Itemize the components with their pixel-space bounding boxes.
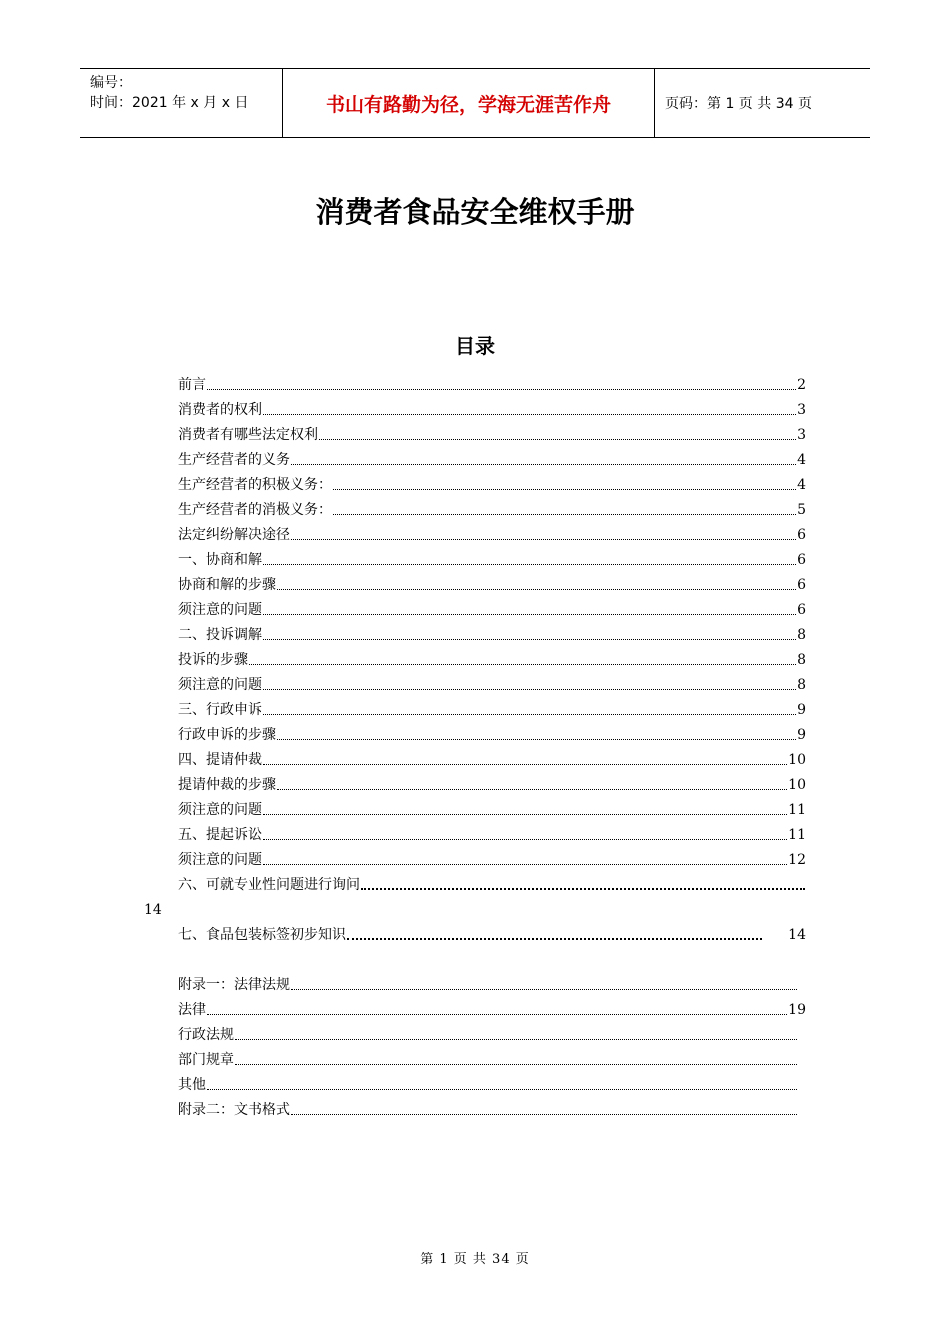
toc-heading: 目录 [455,334,495,358]
toc-entry[interactable] [178,1070,806,1095]
toc-leader [263,809,787,815]
toc-leader [263,559,796,565]
toc-leader [263,684,796,690]
toc-entry[interactable] [178,870,806,895]
document-header [80,68,870,138]
toc-entry[interactable] [178,1095,806,1120]
page-footer: 第 1 页 共 34 页 [420,1252,530,1267]
toc-leader [263,759,787,765]
toc-entry-page: 9 [797,702,806,718]
toc-entry-page: 9 [797,727,806,743]
toc-entry[interactable] [178,820,806,845]
toc-entry-page: 6 [797,527,806,543]
toc-leader [235,1034,797,1040]
toc-entry[interactable] [178,970,806,995]
toc-entry-page: 11 [788,802,806,818]
toc-leader [291,534,796,540]
toc-wrap-line [144,895,806,920]
toc-leader [263,859,787,865]
toc-entry[interactable] [178,745,806,770]
toc-spacer [178,945,806,970]
toc-entry[interactable] [178,920,806,945]
toc-entry-title: 生产经营者的积极义务： [178,477,332,493]
toc-entry-title: 四、提请仲裁 [178,752,262,768]
toc-entry[interactable] [178,595,806,620]
toc-leader [291,1109,797,1115]
toc-entry[interactable] [178,445,806,470]
toc-entry[interactable] [178,420,806,445]
toc-entry[interactable] [178,770,806,795]
toc-entry[interactable] [178,495,806,520]
toc-entry-page: 8 [797,627,806,643]
toc-leader [207,1009,787,1015]
toc-entry-page: 3 [797,427,806,443]
toc-entry[interactable] [178,1045,806,1070]
toc-entry[interactable] [178,1020,806,1045]
document-title: 消费者食品安全维权手册 [315,195,635,229]
toc-entry-title: 消费者有哪些法定权利 [178,427,318,443]
toc-entry-title: 行政申诉的步骤 [178,727,276,743]
toc-entry-title: 须注意的问题 [178,802,262,818]
toc-entry[interactable] [178,995,806,1020]
toc-entry-title: 法律 [178,1002,206,1018]
toc-entry-title: 投诉的步骤 [178,652,248,668]
toc-entry-title: 其他 [178,1077,206,1093]
toc-entry[interactable] [178,645,806,670]
toc-entry-title: 附录一：法律法规 [178,977,290,993]
toc-entry-page: 12 [788,852,806,868]
document-number-label: 编号： [90,75,132,91]
toc-entry-page: 8 [797,677,806,693]
toc-leader [319,434,796,440]
toc-entry-page: 4 [797,477,806,493]
toc-entry[interactable] [178,520,806,545]
toc-entry-title: 须注意的问题 [178,677,262,693]
toc-entry[interactable] [178,470,806,495]
toc-entry-title: 五、提起诉讼 [178,827,262,843]
toc-entry-page: 8 [797,652,806,668]
toc-entry-title: 协商和解的步骤 [178,577,276,593]
toc-entry-title: 生产经营者的消极义务： [178,502,332,518]
toc-entry[interactable] [178,695,806,720]
toc-entry-title: 消费者的权利 [178,402,262,418]
toc-entry-page: 10 [788,752,806,768]
toc-entry-title: 部门规章 [178,1052,234,1068]
toc-entry-page: 6 [797,602,806,618]
toc-entry[interactable] [178,370,806,395]
toc-leader [333,509,796,515]
toc-entry-title: 七、食品包装标签初步知识 [178,927,346,943]
toc-entry-title: 前言 [178,377,206,393]
toc-entry-title: 附录二：文书格式 [178,1102,290,1118]
toc-leader [263,609,796,615]
toc-entry[interactable] [178,720,806,745]
toc-leader [291,984,797,990]
toc-entry-page: 4 [797,452,806,468]
toc-entry-page: 6 [797,552,806,568]
toc-leader [333,484,796,490]
toc-entry-title: 须注意的问题 [178,852,262,868]
toc-entry-page: 14 [144,902,162,918]
toc-entry-page: 14 [788,927,806,943]
header-page-info: 页码：第 1 页 共 34 页 [665,96,812,112]
toc-entry-page: 5 [797,502,806,518]
toc-entry[interactable] [178,570,806,595]
toc-leader [207,1084,797,1090]
toc-entry-page: 2 [797,377,806,393]
toc-entry-title: 提请仲裁的步骤 [178,777,276,793]
toc-entry-title: 生产经营者的义务 [178,452,290,468]
toc-leader [277,584,796,590]
toc-entry[interactable] [178,395,806,420]
toc-entry-title: 法定纠纷解决途径 [178,527,290,543]
toc-entry-title: 三、行政申诉 [178,702,262,718]
header-motto: 书山有路勤为径，学海无涯苦作舟 [282,69,655,137]
toc-entry-title: 二、投诉调解 [178,627,262,643]
toc-entry-page: 6 [797,577,806,593]
toc-entry-title: 六、可就专业性问题进行询问 [178,877,360,893]
toc-entry-title: 一、协商和解 [178,552,262,568]
toc-leader [207,384,796,390]
toc-entry-title: 行政法规 [178,1027,234,1043]
toc-entry-page: 10 [788,777,806,793]
toc-entry[interactable] [178,545,806,570]
toc-leader [263,409,796,415]
toc-entry[interactable] [178,795,806,820]
toc-entry[interactable] [178,670,806,695]
toc-leader [291,459,796,465]
toc-entry-title: 须注意的问题 [178,602,262,618]
header-meta [80,69,282,137]
toc-entry-page: 3 [797,402,806,418]
toc-entry-page: 19 [788,1002,806,1018]
toc-leader [347,932,762,940]
toc-leader [277,784,787,790]
toc-leader [361,882,805,890]
toc-entry[interactable] [178,620,806,645]
toc-leader [277,734,796,740]
document-date: 时间：2021 年 x 月 x 日 [90,95,249,111]
toc-leader [263,634,796,640]
table-of-contents [144,370,806,1120]
toc-entry-page: 11 [788,827,806,843]
toc-leader [263,709,796,715]
toc-leader [249,659,796,665]
toc-leader [263,834,787,840]
toc-entry[interactable] [178,845,806,870]
toc-leader [235,1059,797,1065]
